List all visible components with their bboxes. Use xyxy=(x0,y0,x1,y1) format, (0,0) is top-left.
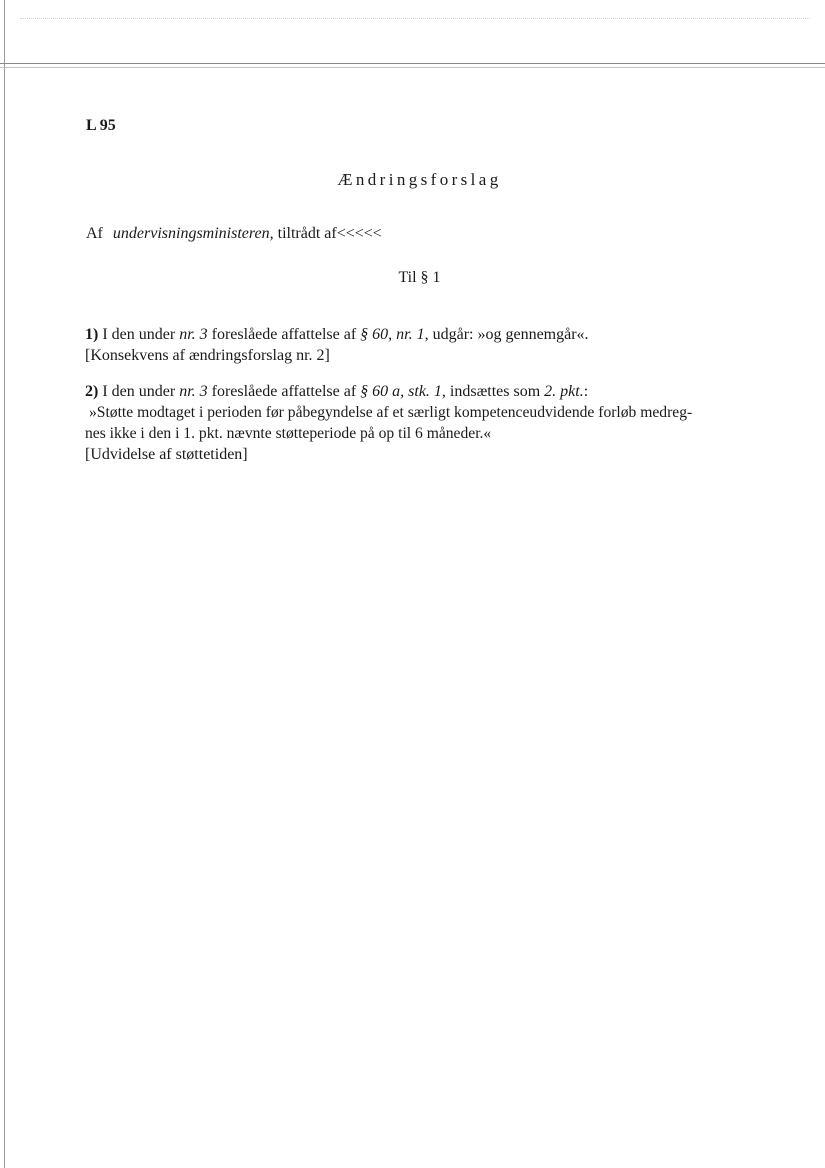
amendment-ref: nr. 3 xyxy=(179,383,208,400)
byline xyxy=(86,225,382,243)
section-heading: Til § 1 xyxy=(398,269,441,286)
amendment-number: 2) xyxy=(85,383,99,400)
byline-lead: Af xyxy=(86,225,103,242)
amendment-text: I den under xyxy=(102,383,176,400)
amendment-text: indsættes som xyxy=(449,383,541,400)
amendment-1 xyxy=(85,324,765,366)
amendment-text: I den under xyxy=(102,326,176,343)
amendment-text: : xyxy=(583,383,589,400)
document-title: Ændringsforslag xyxy=(337,170,502,189)
amendment-text: foreslåede affattelse af xyxy=(211,326,357,343)
scan-rule-top xyxy=(0,63,825,64)
amendment-quote-continued: nes ikke i den i 1. pkt. nævnte støtteperiode på op til 6 måneder.« xyxy=(85,425,492,442)
amendment-quote: »Støtte modtaget i perioden før påbegyndelse af et særligt kompetenceudvidende forløb medreg- xyxy=(89,404,693,421)
scan-rule-top-secondary xyxy=(0,67,825,68)
byline-rest: tiltrådt af<<<<< xyxy=(277,225,382,242)
amendment-text: foreslåede affattelse af xyxy=(211,383,357,400)
amendment-ref: nr. 3 xyxy=(179,326,208,343)
amendment-ref: § 60 a, stk. 1, xyxy=(360,383,446,400)
amendment-number: 1) xyxy=(85,326,99,343)
amendment-2 xyxy=(85,381,765,465)
amendment-note: [Konsekvens af ændringsforslag nr. 2] xyxy=(85,347,330,364)
ref-code: L 95 xyxy=(86,117,116,134)
amendment-ref: 2. pkt. xyxy=(544,383,584,400)
amendment-ref: § 60, nr. 1, xyxy=(360,326,429,343)
byline-author: undervisningsministeren, xyxy=(112,225,274,242)
amendment-text: udgår: »og gennemgår«. xyxy=(432,326,589,343)
scan-dots-top xyxy=(20,18,810,20)
amendment-note: [Udvidelse af støttetiden] xyxy=(85,446,248,463)
